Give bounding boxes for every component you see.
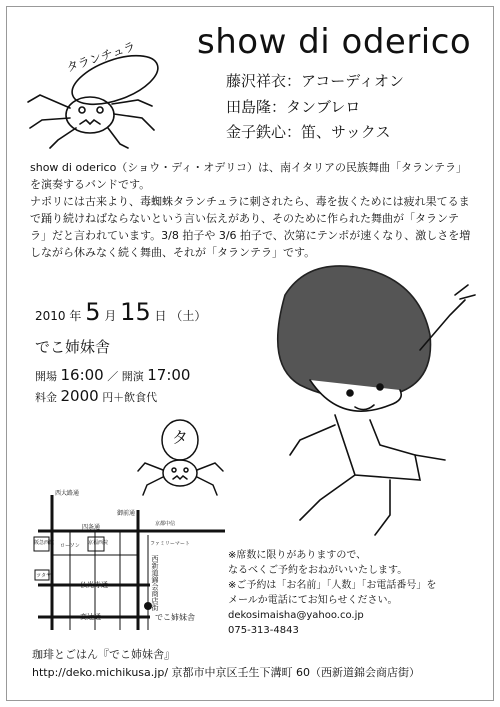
start-time: 17:00 [147, 366, 191, 384]
map-label-shijo: 四条通 [82, 524, 101, 531]
spider-ta-label: タ [172, 428, 189, 447]
map-label-tsutaya: ツタヤ [36, 573, 51, 579]
member-2: 田島隆：タンブレロ [226, 98, 361, 116]
event-times [35, 366, 190, 384]
description-paragraph-2: ナポリには古来より、毒蜘蛛タランチュラに刺されたら、毒を抜くためには疲れ果てるまで踊り続けねばならないという言い伝えがあり、そのために作られた舞曲が「タランテラ」だと言われています。3/8 拍子や 3/6 拍子で、次第にテンポが速くなり、激しさを増しながら休みなく続く舞曲、それが「タランテラ」です。 [30, 195, 471, 259]
contact-phone: 075-313-4843 [228, 625, 299, 636]
note-line-1: ※席数に限りがありますので、 [228, 550, 367, 561]
dancing-girl-drawing [240, 255, 480, 545]
event-venue: でこ姉妹舎 [35, 338, 111, 356]
band-description [30, 159, 475, 261]
map-label-nishioji: 西大路通 [55, 490, 80, 497]
map-label-famima: ファミリーマート [150, 541, 190, 547]
map-label-keifuku: 京福西院 [88, 540, 109, 546]
tarantula-label: タランチュラ [64, 39, 138, 75]
description-paragraph-1: show di oderico（ショウ・ディ・オデリコ）は、南イタリアの民族舞曲「タランテラ」を演奏するバンドです。 [30, 161, 467, 191]
event-year-unit: 年 [69, 309, 82, 323]
band-title: show di oderico [197, 22, 472, 62]
map-label-bukkoji: 仏光寺通 [80, 581, 108, 589]
event-year: 2010 [35, 309, 66, 323]
event-price [35, 387, 157, 405]
footer-address: http://deko.michikusa.jp/ 京都市中京区壬生下溝町 60（西新道錦会商店街） [32, 666, 421, 679]
time-separator: ／ [107, 370, 119, 383]
open-label: 開場 [35, 370, 57, 383]
price-suffix: 円＋飲食代 [102, 391, 158, 404]
member-1: 藤沢祥衣：アコーディオン [226, 72, 405, 90]
map-label-hankyu: 阪急西院 [34, 540, 55, 546]
reservation-notes [228, 548, 436, 638]
map-label-takatsuji: 高辻通 [80, 613, 101, 621]
contact-email: dekosimaisha@yahoo.co.jp [228, 610, 364, 621]
event-month: 5 [85, 298, 101, 326]
map-label-kyoto-chugin: 京都中信 [155, 521, 176, 527]
price-label: 料金 [35, 391, 57, 404]
start-label: 開演 [121, 370, 144, 383]
footer-shop-name: 珈琲とごはん『でこ姉妹舎』 [32, 648, 175, 661]
event-month-unit: 月 [104, 309, 117, 323]
note-line-2: なるべくご予約をおねがいいたします。 [228, 565, 408, 576]
map-label-lawson: ローソン [60, 543, 80, 549]
event-date [35, 298, 206, 326]
note-line-3: ※ご予約は「お名前」「人数」「お電話番号」を [228, 580, 437, 591]
event-weekday: （土） [170, 309, 207, 323]
map-label-omiya: 御前通 [117, 510, 136, 517]
map-label-shinmichi: 西新道錦会商店街 [151, 555, 159, 611]
note-line-4: メールか電話にてお知らせください。 [228, 595, 398, 606]
open-time: 16:00 [60, 366, 104, 384]
member-3: 金子鉄心：笛、サックス [226, 123, 391, 141]
price-amount: 2000 [60, 387, 99, 405]
map-label-venue: でこ姉妹舎 [155, 613, 195, 622]
event-day-unit: 日 [154, 309, 167, 323]
event-day: 15 [120, 298, 151, 326]
